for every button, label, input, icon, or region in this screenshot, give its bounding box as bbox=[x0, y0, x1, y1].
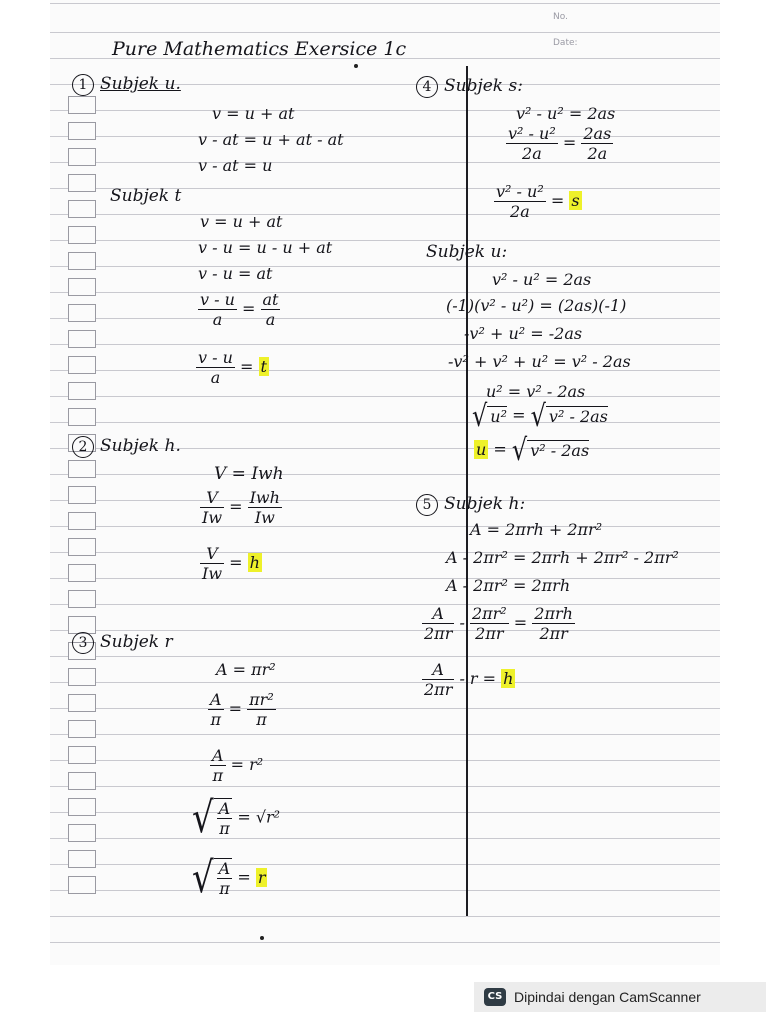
margin-checkbox bbox=[68, 278, 96, 296]
highlighted-answer: s bbox=[571, 191, 580, 210]
margin-checkbox bbox=[68, 356, 96, 374]
camscanner-text: Dipindai dengan CamScanner bbox=[514, 989, 701, 1005]
q4-line: -v² + v² + u² = v² - 2as bbox=[448, 352, 631, 371]
q3-answer-r: √ $\frac{A}{\pi}$ = r bbox=[192, 853, 266, 903]
q1-number: 1 bbox=[72, 74, 94, 96]
q3-fraction-step: $\frac{A}{\pi}$ = $\frac{\text{πr²}}{\pi}$ bbox=[210, 690, 274, 729]
margin-checkbox bbox=[68, 850, 96, 868]
ink-dot bbox=[260, 936, 264, 940]
camscanner-icon: CS bbox=[484, 988, 506, 1006]
q5-line: A - 2πr² = 2πrh bbox=[446, 576, 571, 595]
q5-answer-h: $\frac{A}{2\pi r}$ - r = h bbox=[424, 660, 514, 699]
margin-checkbox bbox=[68, 252, 96, 270]
column-divider bbox=[466, 66, 468, 916]
margin-checkbox bbox=[68, 122, 96, 140]
highlighted-answer: u bbox=[476, 439, 487, 459]
margin-checkbox bbox=[68, 486, 96, 504]
margin-checkbox bbox=[68, 772, 96, 790]
margin-checkbox bbox=[68, 330, 96, 348]
q1-line: v - u = at bbox=[198, 264, 273, 283]
margin-checkbox bbox=[68, 694, 96, 712]
q1-answer-t: $\frac{v - u}{a}$ = t bbox=[198, 348, 267, 387]
highlighted-answer: r bbox=[257, 867, 266, 887]
margin-checkbox bbox=[68, 876, 96, 894]
q3-subject-r: Subjek r bbox=[100, 632, 173, 652]
highlighted-answer: h bbox=[503, 669, 514, 688]
q3-fraction-step: $\frac{A}{\pi}$ = r² bbox=[212, 746, 264, 785]
q2-heading bbox=[72, 436, 181, 458]
q4-subject-u: Subjek u: bbox=[426, 242, 508, 262]
margin-checkbox bbox=[68, 460, 96, 478]
q1-heading bbox=[72, 74, 181, 96]
q4-root-step: √ u² = √ v² - 2as bbox=[472, 398, 608, 434]
q1-fraction-step: $\frac{v - u}{a}$ = $\frac{at}{a}$ bbox=[200, 290, 279, 329]
q4-line: v² - u² = 2as bbox=[492, 270, 592, 289]
q3-root-step: √ $\frac{A}{\pi}$ = √r² bbox=[192, 793, 281, 843]
q5-number: 5 bbox=[416, 494, 438, 516]
q1-subject-t: Subjek t bbox=[110, 186, 182, 206]
no-label: No. bbox=[553, 12, 568, 22]
page-title: Pure Mathematics Exersice 1c bbox=[112, 38, 407, 60]
margin-checkbox bbox=[68, 590, 96, 608]
q3-line: A = πr² bbox=[216, 660, 276, 679]
q4-answer-s: $\frac{\text{v² - u²}}{2a}$ = s bbox=[496, 182, 580, 221]
q5-subject-h: Subjek h: bbox=[444, 494, 526, 514]
q4-line: -v² + u² = -2as bbox=[464, 324, 583, 343]
q4-subject-s: Subjek s: bbox=[444, 76, 523, 96]
q2-answer-h: $\frac{V}{Iw}$ = h bbox=[202, 544, 260, 583]
q5-line: A - 2πr² = 2πrh + 2πr² - 2πr² bbox=[446, 548, 679, 567]
q4-line: u² = v² - 2as bbox=[486, 382, 586, 401]
q1-line: v - at = u bbox=[198, 156, 273, 175]
margin-checkbox bbox=[68, 174, 96, 192]
ink-dot bbox=[354, 64, 358, 68]
margin-checkbox bbox=[68, 512, 96, 530]
q1-line: v - u = u - u + at bbox=[198, 238, 333, 257]
camscanner-watermark bbox=[474, 982, 766, 1012]
q4-number: 4 bbox=[416, 76, 438, 98]
q1-subject-u: Subjek u. bbox=[100, 74, 181, 94]
q2-line: V = Iwh bbox=[214, 464, 284, 484]
q2-fraction-step: $\frac{V}{Iw}$ = $\frac{\text{Iwh}}{Iw}$ bbox=[202, 488, 280, 527]
q4-line: (-1)(v² - u²) = (2as)(-1) bbox=[446, 296, 627, 315]
q1-line: v = u + at bbox=[212, 104, 295, 123]
q2-number: 2 bbox=[72, 436, 94, 458]
q3-number: 3 bbox=[72, 632, 94, 654]
highlighted-answer: h bbox=[249, 553, 260, 572]
margin-checkbox bbox=[68, 226, 96, 244]
notebook-page bbox=[50, 0, 720, 965]
margin-checkbox bbox=[68, 382, 96, 400]
margin-checkbox bbox=[68, 798, 96, 816]
margin-checkbox bbox=[68, 824, 96, 842]
margin-checkbox bbox=[68, 408, 96, 426]
margin-checkbox bbox=[68, 668, 96, 686]
q5-heading bbox=[416, 494, 525, 516]
highlighted-answer: t bbox=[260, 357, 267, 376]
q1-line: v - at = u + at - at bbox=[198, 130, 344, 149]
q4-fraction-step: $\frac{\text{v² - u²}}{2a}$ = $\frac{2as}{2a}$ bbox=[508, 124, 612, 163]
q4-line: v² - u² = 2as bbox=[516, 104, 616, 123]
margin-checkbox bbox=[68, 96, 96, 114]
q3-heading bbox=[72, 632, 173, 654]
margin-checkbox bbox=[68, 200, 96, 218]
margin-checkbox bbox=[68, 564, 96, 582]
margin-checkbox bbox=[68, 746, 96, 764]
date-label: Date: bbox=[553, 38, 578, 48]
q1-line: v = u + at bbox=[200, 212, 283, 231]
q5-line: A = 2πrh + 2πr² bbox=[470, 520, 603, 539]
q5-fraction-step: $\frac{A}{2\pi r}$ - $\frac{\text{2πr²}}{2\pi r}$ = $\frac{\text{2πrh}}{2\pi r}$ bbox=[424, 604, 573, 643]
q4-heading bbox=[416, 76, 523, 98]
margin-checkbox bbox=[68, 148, 96, 166]
margin-checkbox bbox=[68, 304, 96, 322]
q2-subject-h: Subjek h. bbox=[100, 436, 181, 456]
margin-checkbox bbox=[68, 538, 96, 556]
margin-checkbox bbox=[68, 720, 96, 738]
q4-answer-u: u = √ v² - 2as bbox=[476, 432, 590, 468]
